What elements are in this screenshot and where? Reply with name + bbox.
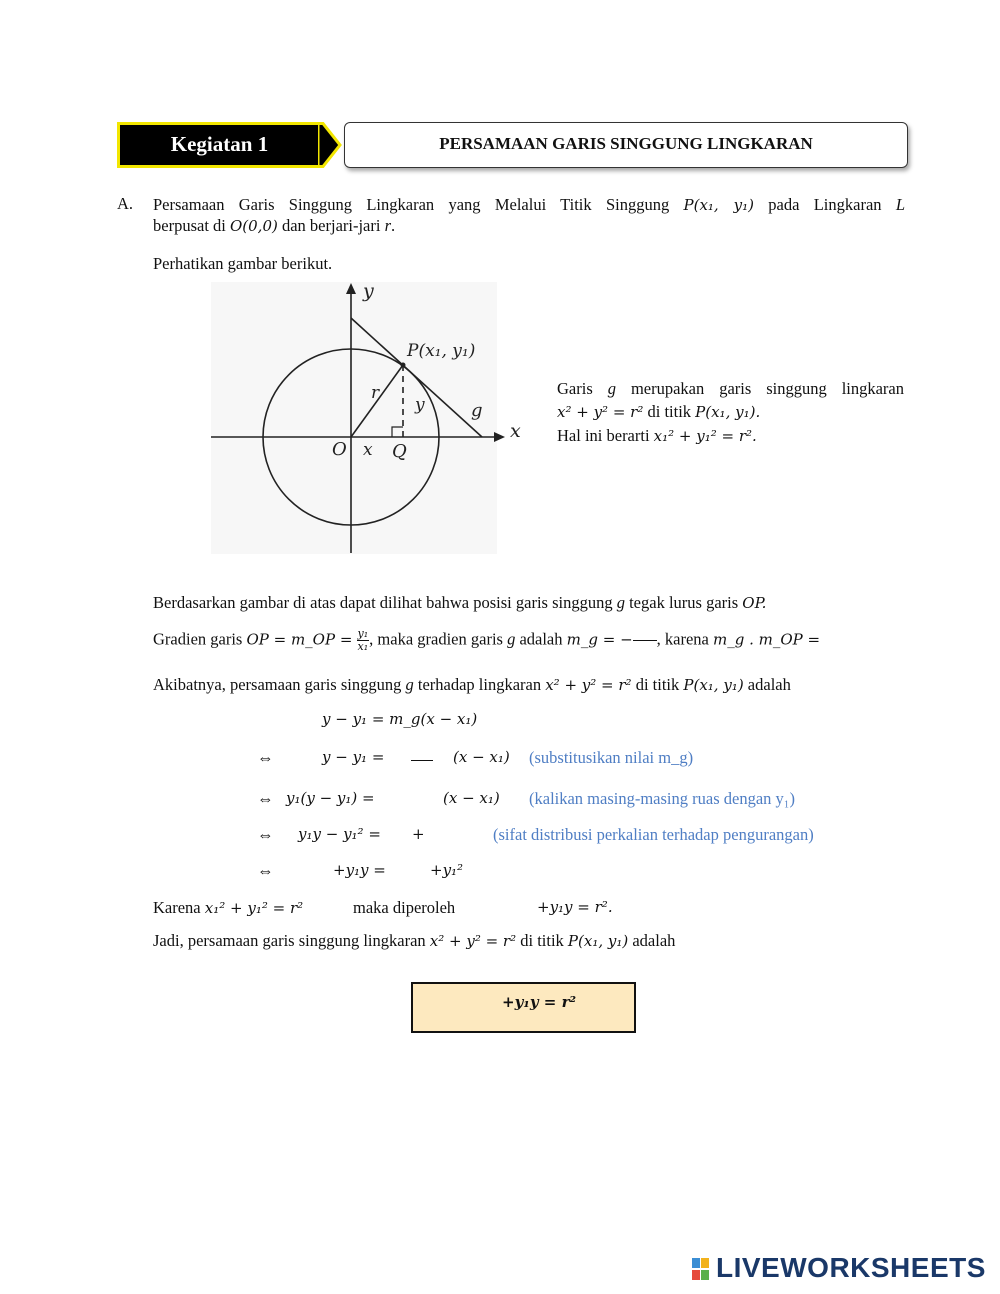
derivation-step2-lhs: y₁(y − y₁) = [286,789,375,807]
derivation-step2-note: (kalikan masing-masing ruas dengan y₁) [529,789,796,808]
blank-fraction [633,640,657,641]
conclusion-obtained: maka diperoleh [353,898,456,917]
activity-label: Kegiatan 1 [170,132,269,156]
point-p [401,363,406,368]
derivation-step3-lhs: y₁y − y₁² = [298,825,381,843]
gradient-fraction: $\frac{\text{y₁}}{\text{x₁}}$ [357,627,369,653]
equiv-symbol-4: ⇔ [257,861,274,880]
equiv-symbol-3: ⇔ [257,825,274,844]
radius-label: r [371,383,380,403]
conclusion-line1: Karena x₁² + y₁² = r² [153,898,304,917]
page-title: PERSAMAAN GARIS SINGGUNG LINGKARAN [344,122,908,168]
point-p-label: P(x₁, y₁) [407,341,476,361]
blank-fraction-step1 [411,760,433,761]
conclusion-line2: Jadi, persamaan garis singgung lingkaran x² + y² = r² di titik P(x₁, y₁) adalah [153,931,676,950]
perpendicular-statement: Berdasarkan gambar di atas dapat dilihat bahwa posisi garis singgung g tegak lurus garis OP. [153,593,767,612]
derivation-step3-plus: + [412,825,425,843]
segment-x-label: x [363,440,373,460]
explanation-line3: Hal ini berarti x₁² + y₁² = r². [557,426,757,445]
derivation-step1-rhs: (x − x₁) [453,748,510,766]
figure-background [211,282,497,554]
point-q-label: Q [392,441,407,462]
final-formula: +y₁y = r² [502,993,577,1011]
derivation-step0: y − y₁ = m_g(x − x₁) [322,710,478,728]
derivation-step4-b: +y₁² [430,861,464,879]
figure-explanation [557,377,904,448]
section-marker: A. [117,194,134,213]
section-heading-line2: berpusat di O(0,0) dan berjari-jari r. [153,216,396,235]
derivation-step2-rhs: (x − x₁) [443,789,500,807]
consequence-statement: Akibatnya, persamaan garis singgung g terhadap lingkaran x² + y² = r² di titik P(x₁, y₁) adalah [153,675,791,694]
derivation-step3-note: (sifat distribusi perkalian terhadap pengurangan) [493,825,814,844]
equiv-symbol-2: ⇔ [257,789,274,808]
liveworksheets-logo-icon [692,1258,710,1280]
section-heading-line1: Persamaan Garis Singgung Lingkaran yang Melalui Titik Singgung P(x₁, y₁) pada Lingkaran L [153,195,905,214]
derivation-step4-a: +y₁y = [333,861,386,879]
tangent-g-label: g [471,400,483,421]
origin-label: O [332,439,347,460]
vertical-y-label: y [415,395,425,415]
x-axis-arrow [494,432,505,442]
explanation-line2: x² + y² = r² di titik P(x₁, y₁). [557,402,761,421]
conclusion-result-inline: +y₁y = r². [537,898,613,916]
tangent-line-figure [205,280,535,560]
instruction-text: Perhatikan gambar berikut. [153,254,333,273]
derivation-step1-lhs: y − y₁ = [322,748,385,766]
liveworksheets-brand: LIVEWORKSHEETS [716,1252,986,1283]
x-axis-label: x [510,420,521,442]
equiv-symbol-1: ⇔ [257,748,274,767]
y-axis-label: y [363,280,374,302]
explanation-line1: Garis g merupakan garis singgung lingkaran [557,379,905,398]
gradient-statement: Gradien garis OP = m_OP = $\frac{\text{y₁}}{\text{x₁}}$ , maka gradien garis g adalah m_g = − , karena m_g . m_OP = [153,627,821,653]
derivation-step1-note: (substitusikan nilai m_g) [529,748,694,767]
